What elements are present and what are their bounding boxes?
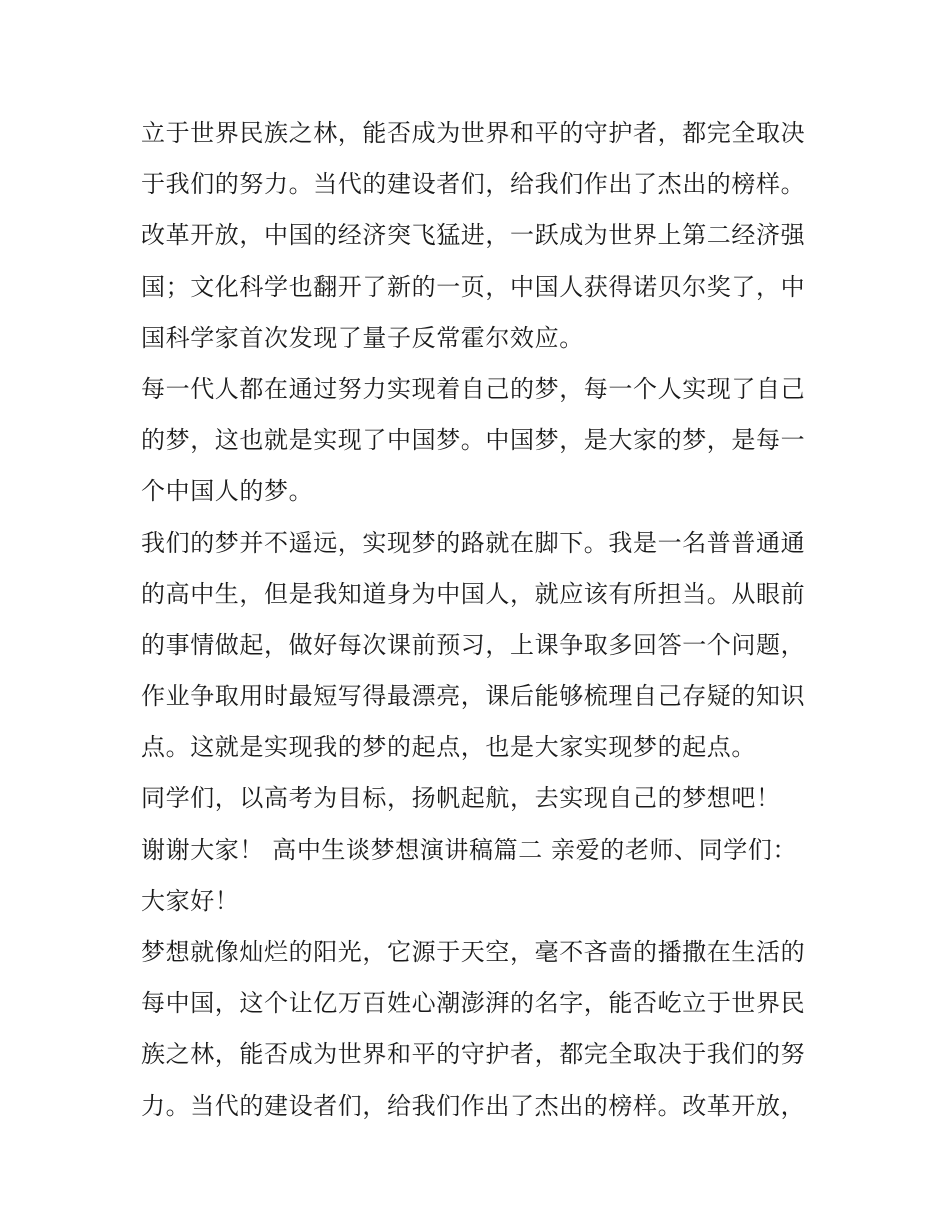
text-line: 的梦，这也就是实现了中国梦。中国梦，是大家的梦，是每一	[141, 426, 806, 455]
text-line: 点。这就是实现我的梦的起点，也是大家实现梦的起点。	[141, 733, 756, 762]
document-body	[141, 108, 821, 1132]
text-line: 每一代人都在通过努力实现着自己的梦，每一个人实现了自己	[141, 374, 806, 403]
text-line: 力。当代的建设者们，给我们作出了杰出的榜样。改革开放，	[141, 1091, 806, 1120]
text-line: 于我们的努力。当代的建设者们，给我们作出了杰出的榜样。	[141, 170, 806, 199]
text-line: 每中国，这个让亿万百姓心潮澎湃的名字，能否屹立于世界民	[141, 989, 806, 1018]
text-line: 大家好！	[141, 886, 240, 915]
text-line: 族之林，能否成为世界和平的守护者，都完全取决于我们的努	[141, 1040, 806, 1069]
text-line: 我们的梦并不遥远，实现梦的路就在脚下。我是一名普普通通	[141, 528, 806, 557]
text-line: 个中国人的梦。	[141, 477, 314, 506]
text-line: 国；文化科学也翻开了新的一页，中国人获得诺贝尔奖了，中	[141, 272, 806, 301]
text-line: 立于世界民族之林，能否成为世界和平的守护者，都完全取决	[141, 119, 806, 147]
text-line: 国科学家首次发现了量子反常霍尔效应。	[141, 323, 584, 352]
text-line: 的事情做起，做好每次课前预习，上课争取多回答一个问题，	[141, 630, 806, 659]
text-line: 谢谢大家！ 高中生谈梦想演讲稿篇二 亲爱的老师、同学们：	[141, 835, 798, 864]
text-line: 改革开放，中国的经济突飞猛进，一跃成为世界上第二经济强	[141, 221, 806, 250]
text-line: 作业争取用时最短写得最漂亮，课后能够梳理自己存疑的知识	[141, 682, 806, 711]
text-line: 的高中生，但是我知道身为中国人，就应该有所担当。从眼前	[141, 579, 806, 608]
text-line: 梦想就像灿烂的阳光，它源于天空，毫不吝啬的播撒在生活的	[141, 938, 806, 966]
text-line: 同学们，以高考为目标，扬帆起航，去实现自己的梦想吧！	[141, 784, 781, 813]
